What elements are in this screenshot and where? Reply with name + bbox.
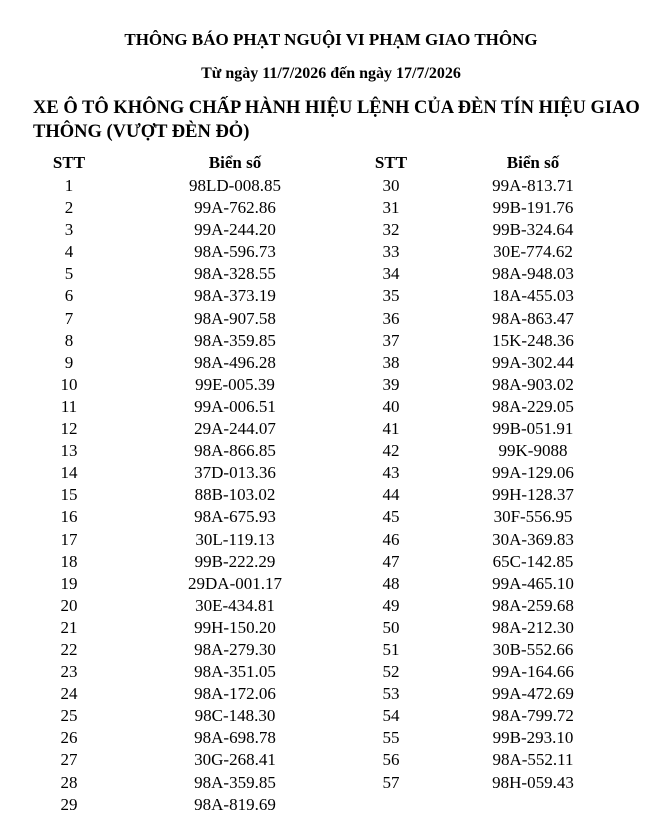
row-number: 12: [60, 419, 78, 439]
document-title: THÔNG BÁO PHẠT NGUỘI VI PHẠM GIAO THÔNG: [124, 30, 538, 49]
right-plate-header: Biển số: [506, 153, 560, 172]
left-stt-header: STT: [52, 153, 86, 172]
row-number: 57: [382, 772, 400, 792]
license-plate: 98C-148.30: [194, 706, 276, 726]
row-number: 32: [382, 220, 400, 240]
row-number: 33: [382, 242, 400, 262]
license-plate: 99B-051.91: [492, 419, 574, 439]
license-plate: 30E-774.62: [493, 242, 573, 262]
row-number: 38: [382, 352, 400, 372]
row-number: 49: [382, 595, 400, 615]
left-plate-column: [150, 175, 320, 816]
right-stt-column: [362, 175, 420, 794]
row-number: 50: [382, 617, 400, 637]
license-plate: 30G-268.41: [194, 750, 276, 770]
row-number: 9: [64, 352, 74, 372]
license-plate: 98A-948.03: [492, 264, 574, 284]
license-plate: 99B-222.29: [194, 551, 276, 571]
license-plate: 98A-259.68: [492, 595, 574, 615]
row-number: 46: [382, 529, 400, 549]
license-plate: 98A-819.69: [194, 794, 276, 814]
license-plate: 99A-472.69: [492, 684, 574, 704]
license-plate: 98A-698.78: [194, 728, 276, 748]
license-plate: 99A-465.10: [492, 573, 574, 593]
row-number: 39: [382, 374, 400, 394]
row-number: 41: [382, 419, 400, 439]
row-number: 54: [382, 706, 400, 726]
row-number: 26: [60, 728, 78, 748]
row-number: 21: [60, 617, 78, 637]
row-number: 42: [382, 441, 400, 461]
license-plate: 30A-369.83: [492, 529, 574, 549]
row-number: 3: [64, 220, 74, 240]
date-range: Từ ngày 11/7/2026 đến ngày 17/7/2026: [201, 65, 461, 82]
violation-heading-line1: XE Ô TÔ KHÔNG CHẤP HÀNH HIỆU LỆNH CỦA ĐÈN TÍN HIỆU GIAO: [33, 98, 640, 118]
row-number: 7: [64, 308, 74, 328]
license-plate: 98A-351.05: [194, 662, 276, 682]
row-number: 31: [382, 198, 400, 218]
row-number: 13: [60, 441, 78, 461]
row-number: 56: [382, 750, 400, 770]
license-plate: 98H-059.43: [492, 772, 574, 792]
license-plate: 98A-172.06: [194, 684, 276, 704]
license-plate: 30B-552.66: [492, 639, 574, 659]
row-number: 4: [64, 242, 74, 262]
license-plate: 98A-863.47: [492, 308, 574, 328]
license-plate: 98LD-008.85: [188, 176, 282, 195]
row-number: 47: [382, 551, 400, 571]
row-number: 34: [382, 264, 400, 284]
license-plate: 98A-799.72: [492, 706, 574, 726]
license-plate: 99B-324.64: [492, 220, 574, 240]
license-plate: 29A-244.07: [194, 419, 276, 439]
row-number: 51: [382, 639, 400, 659]
license-plate: 98A-596.73: [194, 242, 276, 262]
right-plate-column: [448, 175, 618, 794]
row-number: 15: [60, 485, 78, 505]
license-plate: 98A-675.93: [194, 507, 276, 527]
row-number: 36: [382, 308, 400, 328]
license-plate: 98A-907.58: [194, 308, 276, 328]
license-plate: 18A-455.03: [492, 286, 574, 306]
row-number: 17: [60, 529, 78, 549]
row-number: 44: [382, 485, 400, 505]
license-plate: 99H-150.20: [194, 617, 276, 637]
license-plate: 99A-129.06: [492, 463, 574, 483]
license-plate: 88B-103.02: [194, 485, 276, 505]
license-plate: 98A-903.02: [492, 374, 574, 394]
license-plate: 99A-244.20: [194, 220, 276, 240]
row-number: 53: [382, 684, 400, 704]
license-plate: 98A-866.85: [194, 441, 276, 461]
row-number: 48: [382, 573, 400, 593]
license-plate: 29DA-001.17: [188, 573, 282, 593]
license-plate: 99A-006.51: [194, 396, 276, 416]
license-plate: 99H-128.37: [492, 485, 574, 505]
license-plate: 98A-229.05: [492, 396, 574, 416]
left-stt-column: [40, 175, 98, 816]
license-plate: 15K-248.36: [492, 330, 574, 350]
license-plate: 99A-762.86: [194, 198, 276, 218]
license-plate: 99K-9088: [498, 441, 568, 461]
license-plate: 30L-119.13: [195, 529, 275, 549]
license-plate: 98A-496.28: [194, 352, 276, 372]
left-plate-header: Biển số: [208, 153, 262, 172]
license-plate: 99A-164.66: [492, 662, 574, 682]
row-number: 6: [64, 286, 74, 306]
row-number: 18: [60, 551, 78, 571]
row-number: 23: [60, 662, 78, 682]
row-number: 2: [64, 198, 74, 218]
row-number: 24: [60, 684, 78, 704]
row-number: 14: [60, 463, 78, 483]
row-number: 22: [60, 639, 78, 659]
row-number: 27: [60, 750, 78, 770]
license-plate: 99A-813.71: [492, 176, 574, 195]
violation-heading-line2: THÔNG (VƯỢT ĐÈN ĐỎ): [33, 122, 250, 142]
row-number: 8: [64, 330, 74, 350]
row-number: 29: [60, 794, 78, 814]
row-number: 30: [382, 176, 400, 195]
license-plate: 99B-191.76: [492, 198, 574, 218]
row-number: 55: [382, 728, 400, 748]
row-number: 16: [60, 507, 78, 527]
row-number: 40: [382, 396, 400, 416]
license-plate: 99A-302.44: [492, 352, 574, 372]
row-number: 43: [382, 463, 400, 483]
row-number: 19: [60, 573, 78, 593]
license-plate: 98A-212.30: [492, 617, 574, 637]
row-number: 1: [64, 176, 74, 195]
row-number: 35: [382, 286, 400, 306]
license-plate: 98A-552.11: [492, 750, 574, 770]
row-number: 45: [382, 507, 400, 527]
row-number: 11: [60, 396, 78, 416]
license-plate: 98A-328.55: [194, 264, 276, 284]
row-number: 28: [60, 772, 78, 792]
license-plate: 98A-359.85: [194, 772, 276, 792]
license-plate: 98A-359.85: [194, 330, 276, 350]
license-plate: 30F-556.95: [493, 507, 573, 527]
row-number: 25: [60, 706, 78, 726]
row-number: 10: [60, 374, 78, 394]
right-stt-header: STT: [374, 153, 408, 172]
row-number: 37: [382, 330, 400, 350]
row-number: 5: [64, 264, 74, 284]
row-number: 52: [382, 662, 400, 682]
license-plate: 37D-013.36: [194, 463, 276, 483]
license-plate: 65C-142.85: [492, 551, 574, 571]
license-plate: 98A-279.30: [194, 639, 276, 659]
row-number: 20: [60, 595, 78, 615]
license-plate: 98A-373.19: [194, 286, 276, 306]
license-plate: 30E-434.81: [195, 595, 275, 615]
license-plate: 99B-293.10: [492, 728, 574, 748]
license-plate: 99E-005.39: [195, 374, 275, 394]
